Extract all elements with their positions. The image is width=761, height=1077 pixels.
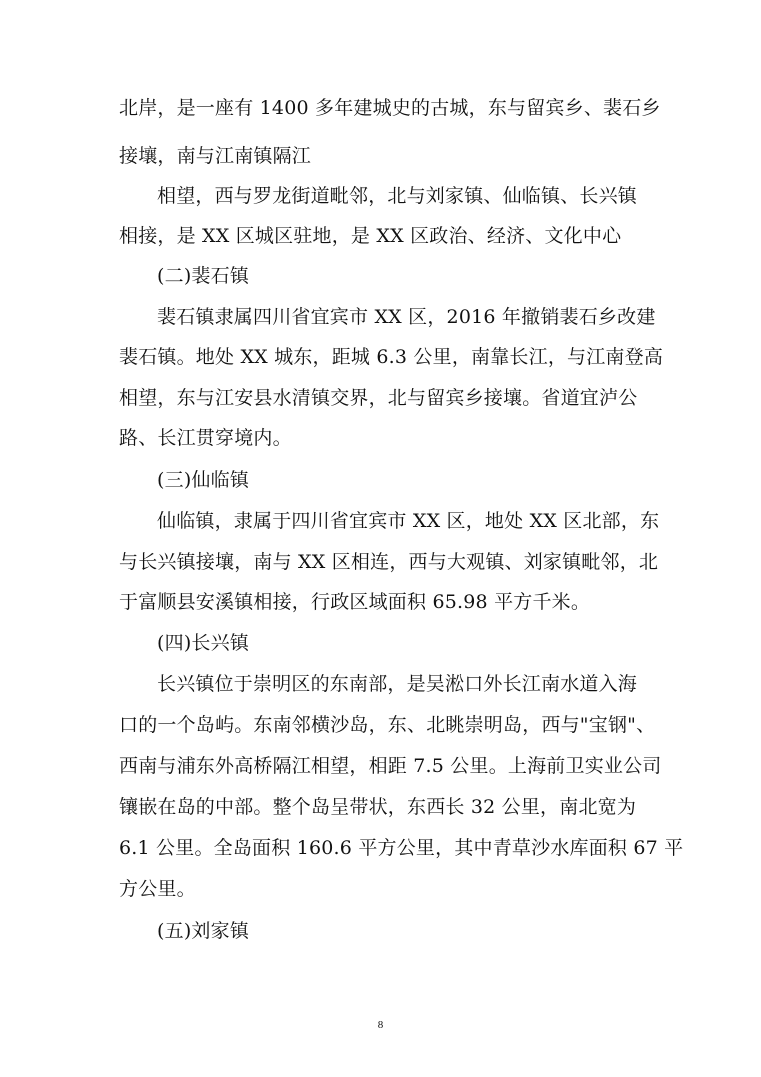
- body-text-line: 西南与浦东外高桥隔江相望，相距 7.5 公里。上海前卫实业公司: [119, 755, 662, 777]
- body-text-line: 与长兴镇接壤，南与 XX 区相连，西与大观镇、刘家镇毗邻，北: [119, 551, 659, 573]
- body-text-line: 路、长江贯穿境内。: [119, 427, 292, 449]
- body-text-line: 口的一个岛屿。东南邻横沙岛，东、北眺崇明岛，西与"宝钢"、: [119, 714, 656, 736]
- body-text-line: 裴石镇。地处 XX 城东，距城 6.3 公里，南靠长江，与江南登高: [119, 346, 664, 368]
- section-heading: (五)刘家镇: [157, 920, 250, 942]
- body-text-line: 裴石镇隶属四川省宜宾市 XX 区，2016 年撤销裴石乡改建: [157, 306, 656, 328]
- page-number: 8: [377, 1019, 384, 1031]
- body-text-line: 仙临镇，隶属于四川省宜宾市 XX 区，地处 XX 区北部，东: [157, 510, 660, 532]
- body-text-line: 长兴镇位于崇明区的东南部，是吴淞口外长江南水道入海: [157, 673, 638, 695]
- body-text-line: 相望，西与罗龙街道毗邻，北与刘家镇、仙临镇、长兴镇: [157, 185, 638, 207]
- body-text-line: 北岸，是一座有 1400 多年建城史的古城，东与留宾乡、裴石乡: [119, 97, 661, 119]
- section-heading: (三)仙临镇: [157, 469, 250, 491]
- body-text-line: 接壤，南与江南镇隔江: [119, 145, 312, 167]
- body-text-line: 6.1 公里。全岛面积 160.6 平方公里，其中青草沙水库面积 67 平: [119, 837, 684, 859]
- body-text-line: 于富顺县安溪镇相接，行政区域面积 65.98 平方千米。: [119, 591, 591, 613]
- section-heading: (二)裴石镇: [157, 265, 250, 287]
- section-heading: (四)长兴镇: [157, 632, 250, 654]
- body-text-line: 相接，是 XX 区城区驻地，是 XX 区政治、经济、文化中心: [119, 225, 622, 247]
- body-text-line: 相望，东与江安县水清镇交界，北与留宾乡接壤。省道宜泸公: [119, 387, 638, 409]
- body-text-line: 方公里。: [119, 878, 196, 900]
- body-text-line: 镶嵌在岛的中部。整个岛呈带状，东西长 32 公里，南北宽为: [119, 796, 637, 818]
